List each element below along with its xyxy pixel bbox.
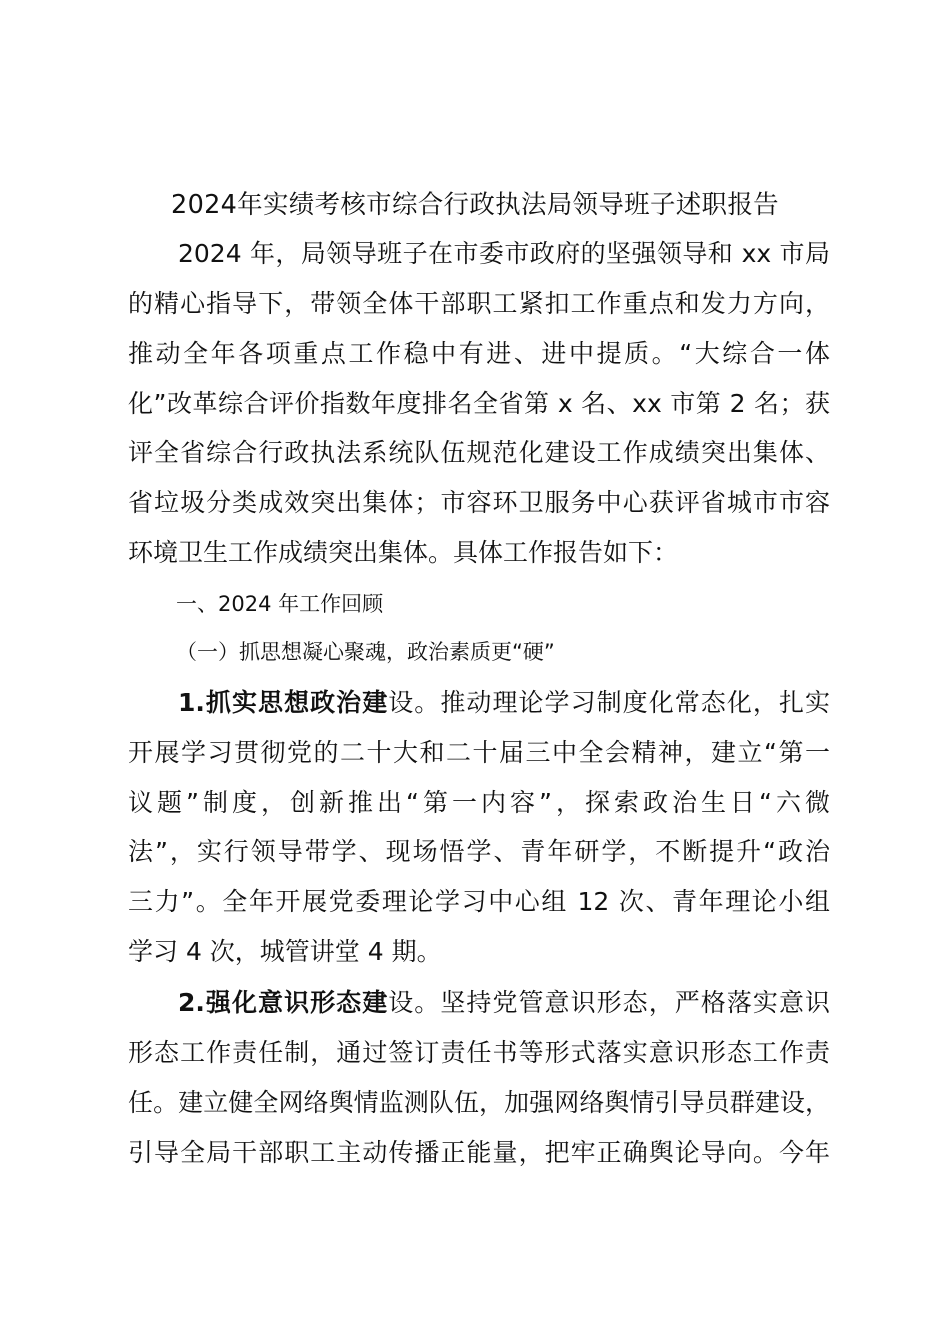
paragraph-line: 法”，实行领导带学、现场悟学、青年研学，不断提升“政治 — [128, 837, 830, 866]
paragraph-line: 开展学习贯彻党的二十大和二十届三中全会精神，建立“第一 — [128, 738, 830, 767]
item-text: 设。推动理论学习制度化常态化，扎实 — [388, 688, 830, 717]
document-title: 2024年实绩考核市综合行政执法局领导班子述职报告 — [171, 190, 779, 220]
paragraph-line: 任。建立健全网络舆情监测队伍，加强网络舆情引导员群建设， — [128, 1088, 830, 1117]
paragraph-line: 议题”制度，创新推出“第一内容”，探索政治生日“六微 — [128, 788, 830, 817]
paragraph-line: 环境卫生工作成绩突出集体。具体工作报告如下： — [128, 538, 679, 567]
paragraph-line: 三力”。全年开展党委理论学习中心组 12 次、青年理论小组 — [128, 887, 830, 916]
paragraph-line: 引导全局干部职工主动传播正能量，把牢正确舆论导向。今年 — [128, 1138, 830, 1167]
item-label: 2.强化意识形态建 — [178, 988, 389, 1017]
item-first-line — [178, 683, 830, 723]
paragraph-line: 省垃圾分类成效突出集体；市容环卫服务中心获评省城市市容 — [128, 488, 830, 517]
item-text: 设。坚持党管意识形态，严格落实意识 — [388, 988, 830, 1017]
paragraph-line: 的精心指导下，带领全体干部职工紧扣工作重点和发力方向， — [128, 289, 830, 318]
section-heading: 一、2024 年工作回顾 — [176, 592, 384, 616]
item-first-line — [178, 983, 830, 1023]
paragraph-line: 2024 年，局领导班子在市委市政府的坚强领导和 xx 市局 — [178, 239, 830, 268]
paragraph-line: 形态工作责任制，通过签订责任书等形式落实意识形态工作责 — [128, 1038, 830, 1067]
item-label: 1.抓实思想政治建 — [178, 688, 389, 717]
paragraph-line: 学习 4 次，城管讲堂 4 期。 — [128, 937, 442, 966]
paragraph-line: 评全省综合行政执法系统队伍规范化建设工作成绩突出集体、 — [128, 438, 830, 467]
subsection-heading: （一）抓思想凝心聚魂，政治素质更“硬” — [176, 640, 555, 664]
paragraph-line: 推动全年各项重点工作稳中有进、进中提质。“大综合一体 — [128, 339, 830, 368]
paragraph-line: 化”改革综合评价指数年度排名全省第 x 名、xx 市第 2 名；获 — [128, 389, 830, 418]
